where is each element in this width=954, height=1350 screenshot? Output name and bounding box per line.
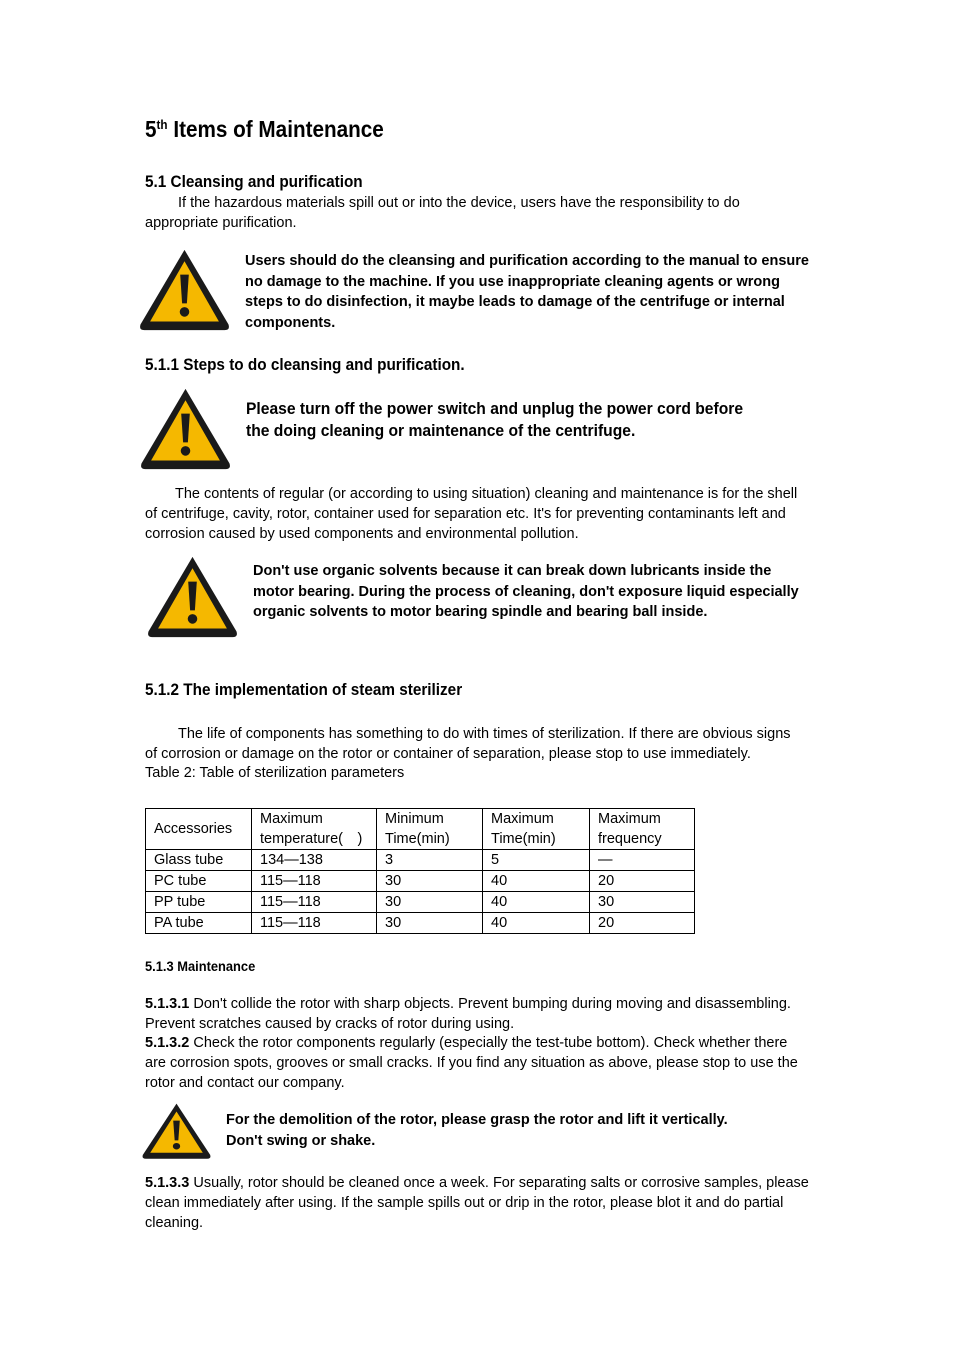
table-cell: 20: [590, 871, 695, 892]
table-cell: 30: [377, 913, 483, 934]
page-title: 5th Items of Maintenance: [145, 116, 384, 142]
table-row: [146, 892, 695, 913]
paragraph-5-1-1: The contents of regular (or according to using situation) cleaning and maintenance is for the shell of centrifuge, cavity, rotor, container used for separation etc. It's for preventing contaminants left and corrosion caused by used components and environmental pollution.: [145, 486, 798, 542]
table-cell: 115—118: [252, 913, 377, 934]
paragraph-5-1-3-3: 5.1.3.3 Usually, rotor should be cleaned once a week. For separating salts or corrosive samples, please clean immediately after using. If the sample spills out or drip in the rotor, please blot it and do partial cleaning.: [145, 1175, 809, 1231]
clause-number: 5.1.3.2: [145, 1035, 190, 1051]
table-row: [146, 913, 695, 934]
warning-text-power: Please turn off the power switch and unplug the power cord before the doing cleaning or maintenance of the centrifuge.: [246, 399, 744, 440]
table-caption: Table 2: Table of sterilization parameters: [145, 765, 405, 781]
table-cell: 115—118: [252, 892, 377, 913]
table-cell: 134—138: [252, 850, 377, 871]
table-cell: 30: [590, 892, 695, 913]
table-cell: Glass tube: [146, 850, 252, 871]
section-heading-5-1-3: 5.1.3 Maintenance: [145, 958, 256, 974]
warning-text-solvents: Don't use organic solvents because it can break down lubricants inside the motor bearing. During the process of cleaning, don't exposure liquid especially organic solvents to motor bearing spindle and bearing ball inside.: [253, 563, 799, 620]
table-row: [146, 871, 695, 892]
table-header-cell: Maximum Time(min): [483, 809, 590, 850]
table-cell: —: [590, 850, 695, 871]
table-cell: 5: [483, 850, 590, 871]
table-header-row: [146, 809, 695, 850]
table-cell: 40: [483, 871, 590, 892]
sterilization-parameters-table: [145, 808, 695, 934]
table-cell: 20: [590, 913, 695, 934]
table-header-cell: Accessories: [146, 809, 252, 850]
paragraph-5-1-3-2: 5.1.3.2 Check the rotor components regularly (especially the test-tube bottom). Check whether there are corrosion spots, grooves or small cracks. If you find any situation as above, please stop to use the rotor and contact our company.: [145, 1035, 798, 1091]
table-header-cell: Minimum Time(min): [377, 809, 483, 850]
table-cell: PC tube: [146, 871, 252, 892]
warning-text-cleansing: Users should do the cleansing and purification according to the manual to ensure no damage to the machine. If you use inappropriate cleaning agents or wrong steps to do disinfection, it maybe leads to damage of the centrifuge or internal components.: [245, 253, 809, 331]
clause-number: 5.1.3.1: [145, 996, 190, 1012]
clause-number: 5.1.3.3: [145, 1175, 190, 1191]
table-cell: 30: [377, 892, 483, 913]
warning-icon: [140, 1101, 213, 1160]
section-heading-5-1-2: 5.1.2 The implementation of steam sterilizer: [145, 680, 463, 699]
table-cell: PA tube: [146, 913, 252, 934]
warning-icon: [137, 385, 234, 471]
warning-text-demolition: For the demolition of the rotor, please grasp the rotor and lift it vertically. Don't swing or shake.: [226, 1112, 728, 1149]
paragraph-5-1-2: The life of components has something to do with times of sterilization. If there are obvious signs of corrosion or damage on the rotor or container of separation, please stop to use immediately.: [145, 726, 791, 762]
table-header-cell: Maximum frequency: [590, 809, 695, 850]
table-cell: 3: [377, 850, 483, 871]
warning-icon: [136, 246, 233, 332]
section-heading-5-1-1: 5.1.1 Steps to do cleansing and purification.: [145, 355, 465, 374]
warning-icon: [144, 553, 241, 639]
table-cell: 40: [483, 913, 590, 934]
section-heading-5-1: 5.1 Cleansing and purification: [145, 172, 363, 191]
table-cell: 115—118: [252, 871, 377, 892]
table-cell: PP tube: [146, 892, 252, 913]
paragraph-5-1: If the hazardous materials spill out or into the device, users have the responsibility to do appropriate purification.: [145, 195, 740, 231]
paragraph-5-1-3-1: 5.1.3.1 Don't collide the rotor with sharp objects. Prevent bumping during moving and disassembling. Prevent scratches caused by cracks of rotor during using.: [145, 996, 791, 1032]
table-header-cell: Maximum temperature( ): [252, 809, 377, 850]
table-row: [146, 850, 695, 871]
table-cell: 30: [377, 871, 483, 892]
table-cell: 40: [483, 892, 590, 913]
